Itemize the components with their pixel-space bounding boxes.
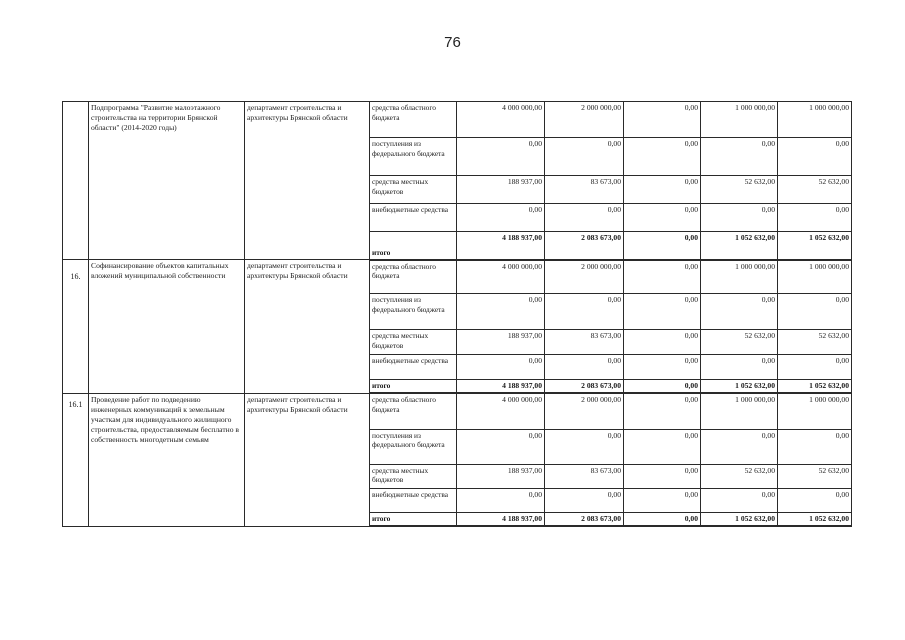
funding-source: внебюджетные средства: [370, 355, 457, 380]
amount-year-2: 0,00: [624, 260, 701, 294]
table-row: [63, 393, 852, 429]
amount-total: 188 937,00: [457, 176, 545, 204]
table-row: [63, 102, 852, 138]
amount-year-3: 52 632,00: [701, 176, 778, 204]
budget-table: [62, 101, 852, 527]
amount-year-2: 0,00: [624, 102, 701, 138]
amount-year-1: 2 000 000,00: [545, 260, 624, 294]
funding-source: итого: [370, 512, 457, 526]
row-number: 16.1: [63, 393, 89, 526]
funding-source: внебюджетные средства: [370, 204, 457, 232]
amount-total: 0,00: [457, 138, 545, 176]
row-number: 16.: [63, 260, 89, 394]
executor: департамент строительства и архитектуры Брянской области: [245, 102, 370, 260]
executor: департамент строительства и архитектуры Брянской области: [245, 260, 370, 394]
amount-year-4: 52 632,00: [778, 176, 852, 204]
page-number: 76: [444, 34, 461, 51]
amount-year-1: 0,00: [545, 488, 624, 512]
amount-year-4: 52 632,00: [778, 464, 852, 488]
amount-year-4: 0,00: [778, 204, 852, 232]
amount-year-2: 0,00: [624, 380, 701, 394]
funding-source: поступления из федерального бюджета: [370, 138, 457, 176]
amount-year-1: 0,00: [545, 294, 624, 330]
amount-year-2: 0,00: [624, 204, 701, 232]
table-row: [63, 260, 852, 294]
amount-year-2: 0,00: [624, 330, 701, 355]
program-name: Проведение работ по подведению инженерных коммуникаций к земельным участкам для индивидуального жилищного строительства, предоставляемым бесплатно в собственность многодетным семьям: [89, 393, 245, 526]
funding-source: средства местных бюджетов: [370, 330, 457, 355]
amount-total: 0,00: [457, 204, 545, 232]
amount-year-3: 0,00: [701, 355, 778, 380]
amount-year-1: 83 673,00: [545, 176, 624, 204]
amount-year-3: 0,00: [701, 488, 778, 512]
amount-year-4: 1 052 632,00: [778, 232, 852, 260]
amount-year-4: 1 000 000,00: [778, 393, 852, 429]
amount-total: 4 188 937,00: [457, 232, 545, 260]
funding-source: средства областного бюджета: [370, 102, 457, 138]
amount-year-4: 1 000 000,00: [778, 260, 852, 294]
amount-year-4: 0,00: [778, 488, 852, 512]
amount-year-1: 0,00: [545, 204, 624, 232]
amount-year-4: 0,00: [778, 294, 852, 330]
amount-year-1: 83 673,00: [545, 464, 624, 488]
amount-year-3: 1 000 000,00: [701, 102, 778, 138]
amount-year-1: 2 083 673,00: [545, 512, 624, 526]
amount-year-3: 1 052 632,00: [701, 512, 778, 526]
amount-total: 4 188 937,00: [457, 380, 545, 394]
amount-year-4: 52 632,00: [778, 330, 852, 355]
amount-year-3: 1 000 000,00: [701, 260, 778, 294]
amount-year-1: 2 000 000,00: [545, 102, 624, 138]
amount-total: 0,00: [457, 429, 545, 464]
amount-year-4: 1 052 632,00: [778, 380, 852, 394]
amount-year-2: 0,00: [624, 138, 701, 176]
amount-year-3: 1 052 632,00: [701, 232, 778, 260]
funding-source: средства областного бюджета: [370, 393, 457, 429]
amount-year-2: 0,00: [624, 464, 701, 488]
amount-year-4: 1 000 000,00: [778, 102, 852, 138]
amount-total: 4 000 000,00: [457, 102, 545, 138]
amount-year-1: 0,00: [545, 429, 624, 464]
amount-year-4: 0,00: [778, 138, 852, 176]
amount-total: 4 000 000,00: [457, 393, 545, 429]
executor: департамент строительства и архитектуры Брянской области: [245, 393, 370, 526]
amount-year-1: 83 673,00: [545, 330, 624, 355]
amount-year-1: 0,00: [545, 138, 624, 176]
amount-year-4: 0,00: [778, 355, 852, 380]
amount-year-1: 2 083 673,00: [545, 232, 624, 260]
amount-year-3: 0,00: [701, 429, 778, 464]
row-number: [63, 102, 89, 260]
funding-source: средства областного бюджета: [370, 260, 457, 294]
funding-source: средства местных бюджетов: [370, 464, 457, 488]
amount-year-3: 0,00: [701, 294, 778, 330]
amount-total: 0,00: [457, 294, 545, 330]
amount-year-3: 52 632,00: [701, 464, 778, 488]
amount-year-1: 2 000 000,00: [545, 393, 624, 429]
amount-year-3: 0,00: [701, 204, 778, 232]
amount-total: 188 937,00: [457, 464, 545, 488]
funding-source: поступления из федерального бюджета: [370, 294, 457, 330]
amount-year-4: 1 052 632,00: [778, 512, 852, 526]
amount-total: 0,00: [457, 488, 545, 512]
amount-year-2: 0,00: [624, 512, 701, 526]
program-name: Подпрограмма "Развитие малоэтажного строительства на территории Брянской области" (2014-2020 годы): [89, 102, 245, 260]
amount-year-3: 1 052 632,00: [701, 380, 778, 394]
funding-source: средства местных бюджетов: [370, 176, 457, 204]
amount-total: 0,00: [457, 355, 545, 380]
amount-total: 4 188 937,00: [457, 512, 545, 526]
amount-year-4: 0,00: [778, 429, 852, 464]
amount-year-2: 0,00: [624, 429, 701, 464]
amount-year-1: 2 083 673,00: [545, 380, 624, 394]
amount-year-2: 0,00: [624, 176, 701, 204]
amount-year-2: 0,00: [624, 393, 701, 429]
funding-source: поступления из федерального бюджета: [370, 429, 457, 464]
amount-year-2: 0,00: [624, 294, 701, 330]
amount-year-3: 1 000 000,00: [701, 393, 778, 429]
funding-source: итого: [370, 232, 457, 260]
amount-year-3: 52 632,00: [701, 330, 778, 355]
amount-year-1: 0,00: [545, 355, 624, 380]
funding-source: внебюджетные средства: [370, 488, 457, 512]
program-name: Софинансирование объектов капитальных вложений муниципальной собственности: [89, 260, 245, 394]
amount-year-2: 0,00: [624, 355, 701, 380]
amount-total: 4 000 000,00: [457, 260, 545, 294]
funding-source: итого: [370, 380, 457, 394]
amount-year-3: 0,00: [701, 138, 778, 176]
amount-year-2: 0,00: [624, 488, 701, 512]
amount-total: 188 937,00: [457, 330, 545, 355]
amount-year-2: 0,00: [624, 232, 701, 260]
